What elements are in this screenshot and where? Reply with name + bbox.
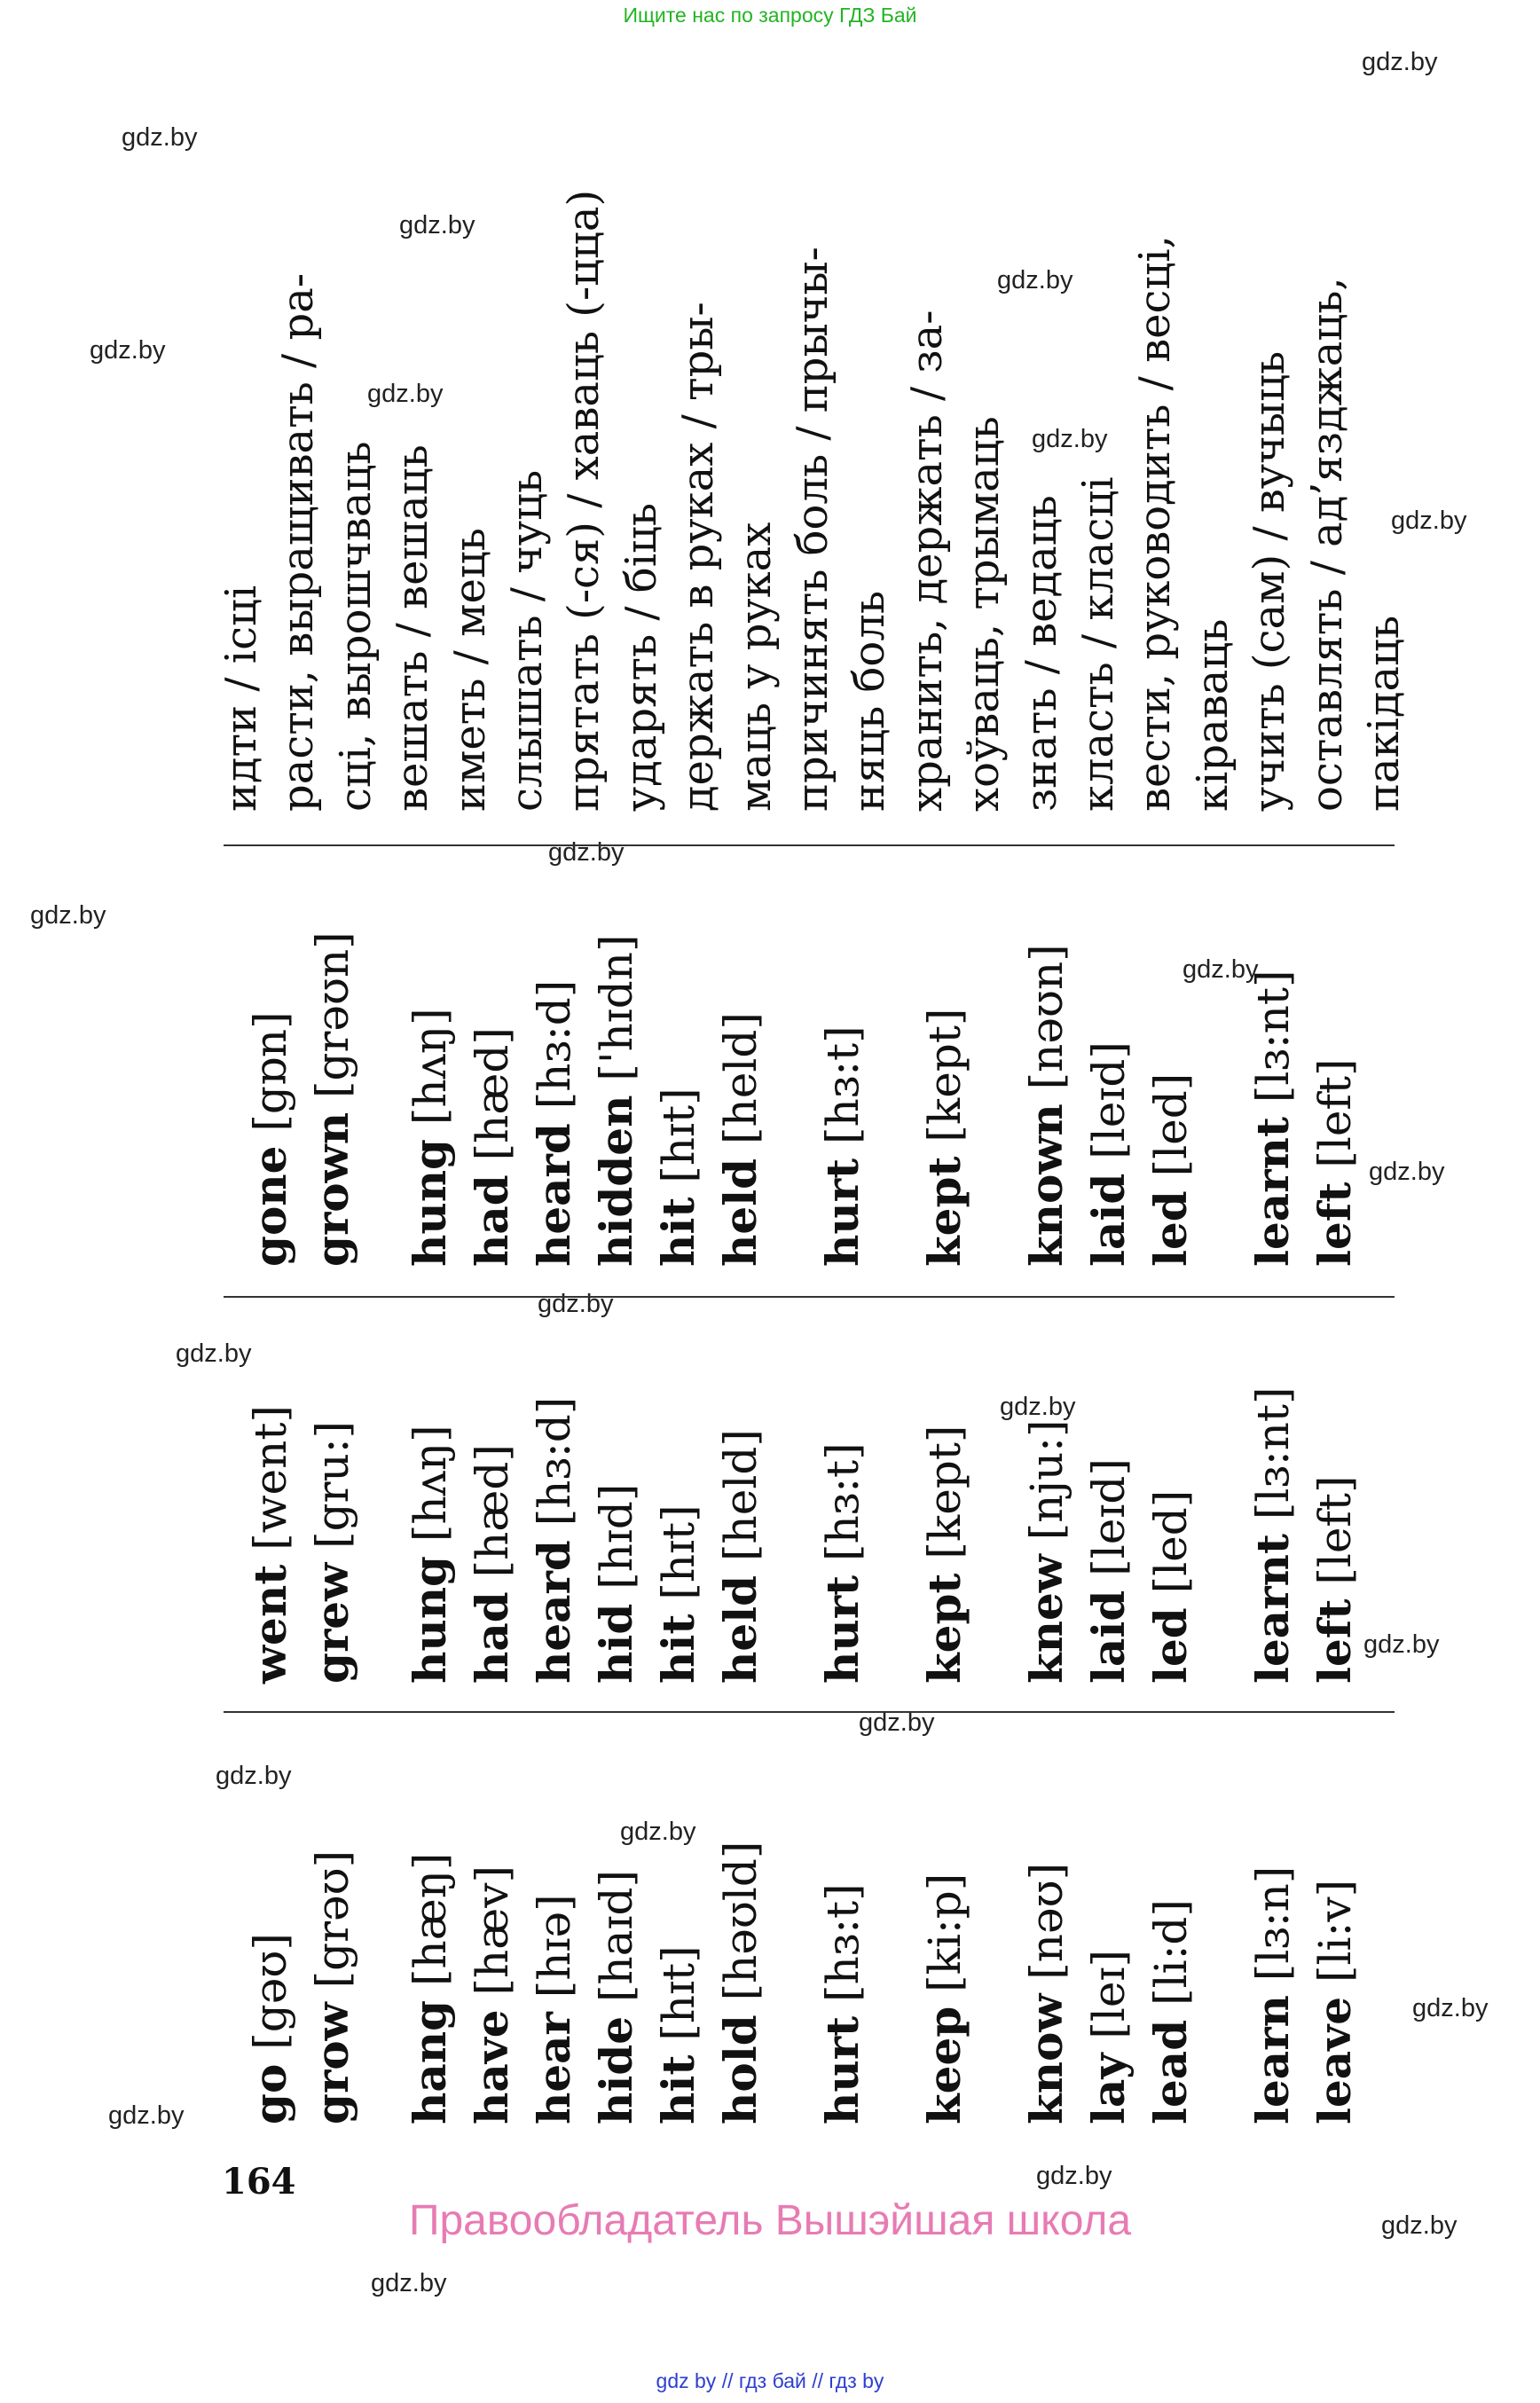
watermark: gdz.by <box>548 838 625 867</box>
past-participle-transcription: [hɜ:t] <box>817 1025 868 1144</box>
base-form-row <box>244 1933 296 2124</box>
past-simple-row <box>918 1425 970 1684</box>
base-form-word: hear <box>528 2012 580 2124</box>
past-participle-row <box>652 1088 704 1267</box>
past-participle-row <box>244 1011 296 1267</box>
base-form-word: lay <box>1082 2053 1135 2124</box>
base-form-transcription: [haɪd] <box>591 1869 642 2002</box>
base-form-word: hold <box>714 2014 766 2124</box>
base-form-word: learn <box>1246 1995 1299 2124</box>
past-participle-transcription: [leɪd] <box>1083 1041 1135 1159</box>
past-simple-transcription: [nju:] <box>1021 1419 1072 1541</box>
watermark: gdz.by <box>859 1708 935 1737</box>
base-form-transcription: [ki:p] <box>919 1873 970 1992</box>
past-participle-row <box>1144 1072 1197 1267</box>
watermark: gdz.by <box>90 336 166 365</box>
translation-line: расти, выращивать / ра- <box>273 272 324 812</box>
past-participle-row <box>590 934 642 1267</box>
base-form-transcription: [grəʊ] <box>307 1849 358 1989</box>
past-simple-word: hurt <box>816 1575 868 1684</box>
base-form-transcription: [nəʊ] <box>1021 1862 1072 1980</box>
watermark: gdz.by <box>1362 48 1438 76</box>
translation-line: пакідаць <box>1359 615 1409 812</box>
base-form-row <box>714 1841 766 2124</box>
table-rule <box>224 1711 1395 1713</box>
past-participle-transcription: [grəʊn] <box>307 931 358 1099</box>
past-participle-row <box>816 1025 868 1267</box>
translation-line: идти / ісці <box>216 585 266 812</box>
past-participle-transcription: [hʌŋ] <box>405 1008 456 1126</box>
translation-line: знать / ведаць <box>1016 495 1066 812</box>
past-simple-word: heard <box>528 1540 580 1684</box>
past-simple-word: held <box>714 1575 766 1684</box>
base-form-transcription: [li:d] <box>1145 1899 1197 2006</box>
past-participle-word: kept <box>918 1156 970 1267</box>
watermark: gdz.by <box>1363 1630 1440 1659</box>
past-simple-word: learnt <box>1246 1534 1299 1684</box>
translation-line: маць у руках <box>730 522 781 812</box>
base-form-word: have <box>466 2009 518 2124</box>
past-simple-row <box>306 1420 358 1684</box>
watermark: gdz.by <box>1369 1158 1445 1186</box>
base-form-word: lead <box>1144 2019 1197 2124</box>
base-form-row <box>1246 1865 1299 2124</box>
past-simple-transcription: [hɜ:d] <box>529 1396 580 1527</box>
past-participle-word: hurt <box>816 1158 868 1267</box>
base-form-word: know <box>1020 1993 1072 2124</box>
base-form-row <box>590 1869 642 2124</box>
past-participle-row <box>918 1008 970 1267</box>
past-participle-row <box>404 1008 456 1267</box>
translation-line: няць боль <box>845 591 895 812</box>
past-participle-word: led <box>1144 1190 1197 1267</box>
past-participle-row <box>1246 970 1299 1268</box>
past-simple-transcription: [hɜ:t] <box>817 1442 868 1561</box>
past-participle-transcription: [hæd] <box>467 1027 518 1161</box>
translation-line: вешать / вешаць <box>388 444 438 812</box>
past-participle-row <box>466 1027 518 1267</box>
watermark: gdz.by <box>216 1762 292 1790</box>
base-form-word: go <box>244 2063 296 2124</box>
watermark: gdz.by <box>367 380 444 408</box>
watermark: gdz.by <box>108 2101 185 2130</box>
past-simple-row <box>714 1429 766 1684</box>
past-simple-transcription: [hɪt] <box>653 1504 704 1600</box>
past-participle-transcription: [nəʊn] <box>1021 944 1072 1090</box>
past-participle-row <box>528 979 580 1267</box>
base-form-row <box>306 1849 358 2124</box>
past-simple-word: hid <box>590 1603 642 1684</box>
footer-links: gdz by // гдз бай // гдз by <box>656 2369 884 2392</box>
base-form-row <box>1144 1899 1197 2124</box>
past-participle-word: hit <box>652 1197 704 1267</box>
base-form-transcription: [lɜ:n] <box>1247 1865 1299 1982</box>
watermark: gdz.by <box>1412 1994 1489 2022</box>
watermark: gdz.by <box>1036 2162 1112 2190</box>
base-form-transcription: [hæŋ] <box>405 1852 456 1987</box>
base-form-transcription: [leɪ] <box>1083 1950 1135 2039</box>
base-form-row <box>404 1852 456 2124</box>
base-form-transcription: [gəʊ] <box>245 1933 296 2050</box>
past-simple-transcription: [leɪd] <box>1083 1458 1135 1576</box>
base-form-word: grow <box>306 2002 358 2124</box>
past-simple-word: went <box>244 1564 296 1684</box>
base-form-word: hang <box>404 1999 456 2124</box>
base-form-transcription: [hɪə] <box>529 1894 580 1999</box>
base-form-word: leave <box>1308 1996 1361 2124</box>
translation-line: вести, руководить / весці, <box>1130 235 1181 812</box>
past-simple-word: kept <box>918 1573 970 1684</box>
past-simple-transcription: [kept] <box>919 1425 970 1559</box>
watermark: gdz.by <box>122 123 198 152</box>
past-simple-row <box>1144 1489 1197 1684</box>
past-participle-word: hung <box>404 1138 456 1267</box>
past-participle-transcription: [left] <box>1309 1058 1361 1168</box>
watermark: gdz.by <box>30 901 106 930</box>
past-participle-word: gone <box>244 1145 296 1267</box>
translation-line: оставлять / ад’язджаць, <box>1301 277 1352 812</box>
past-simple-transcription: [left] <box>1309 1475 1361 1585</box>
past-participle-row <box>1020 944 1072 1267</box>
translation-line: слышать / чуць <box>502 469 552 812</box>
translation-line: ударять / біць <box>616 502 666 812</box>
translation-line: причинять боль / прычы- <box>788 247 837 812</box>
past-simple-transcription: [hɪd] <box>591 1483 642 1590</box>
past-simple-row <box>816 1442 868 1684</box>
past-simple-word: hung <box>404 1555 456 1684</box>
past-simple-transcription: [lɜ:nt] <box>1247 1386 1299 1520</box>
past-participle-word: heard <box>528 1123 580 1267</box>
table-rule <box>224 844 1395 846</box>
base-form-transcription: [hæv] <box>467 1865 518 1996</box>
past-simple-word: left <box>1308 1598 1361 1684</box>
translation-line: хоўваць, трымаць <box>959 416 1010 812</box>
past-simple-row <box>652 1504 704 1684</box>
past-simple-word: led <box>1144 1607 1197 1684</box>
copyright-notice: Правообладатель Вышэйшая школа <box>408 2197 1132 2244</box>
watermark: gdz.by <box>997 266 1073 294</box>
base-form-row <box>528 1894 580 2124</box>
past-participle-transcription: [gɒn] <box>245 1011 296 1132</box>
watermark: gdz.by <box>620 1818 696 1846</box>
past-participle-row <box>714 1012 766 1267</box>
past-simple-row <box>1246 1386 1299 1684</box>
past-participle-word: had <box>466 1174 518 1267</box>
translation-line: держать в руках / тры- <box>673 302 724 812</box>
base-form-row <box>652 1945 704 2124</box>
past-simple-row <box>1082 1458 1135 1684</box>
translation-line: иметь / мець <box>444 528 495 812</box>
base-form-word: hide <box>590 2015 642 2124</box>
past-participle-transcription: [led] <box>1145 1072 1197 1177</box>
past-participle-word: left <box>1308 1182 1361 1267</box>
base-form-row <box>1308 1879 1361 2124</box>
past-participle-row <box>1308 1058 1361 1267</box>
top-banner: Ищите нас по запросу ГДЗ Бай <box>623 4 917 27</box>
past-participle-transcription: [held] <box>715 1012 766 1144</box>
base-form-transcription: [hɜ:t] <box>817 1883 868 2002</box>
past-participle-transcription: [hɪt] <box>653 1088 704 1183</box>
page-number: 164 <box>222 2161 296 2203</box>
past-simple-row <box>404 1425 456 1684</box>
past-simple-word: laid <box>1082 1590 1135 1684</box>
watermark: gdz.by <box>1032 425 1108 453</box>
past-participle-word: known <box>1020 1103 1072 1267</box>
base-form-transcription: [hɪt] <box>653 1945 704 2041</box>
past-simple-transcription: [held] <box>715 1429 766 1561</box>
past-participle-transcription: ['hɪdn] <box>591 934 642 1081</box>
translation-line: прятать (-ся) / хаваць (-цца) <box>559 189 609 812</box>
base-form-row <box>816 1883 868 2124</box>
past-participle-word: held <box>714 1158 766 1267</box>
table-rule <box>224 1296 1395 1298</box>
past-simple-word: hit <box>652 1614 704 1684</box>
past-simple-row <box>528 1396 580 1684</box>
base-form-row <box>918 1873 970 2124</box>
base-form-word: hurt <box>816 2015 868 2124</box>
base-form-transcription: [li:v] <box>1309 1879 1361 1983</box>
past-simple-row <box>1020 1419 1072 1684</box>
past-simple-word: knew <box>1020 1554 1072 1684</box>
watermark: gdz.by <box>1182 955 1259 984</box>
watermark: gdz.by <box>1381 2211 1458 2240</box>
watermark: gdz.by <box>1391 507 1467 535</box>
past-participle-word: hidden <box>590 1095 642 1267</box>
base-form-row <box>1082 1950 1135 2124</box>
base-form-word: keep <box>918 2006 970 2124</box>
watermark: gdz.by <box>371 2269 447 2297</box>
watermark: gdz.by <box>176 1339 252 1368</box>
past-participle-word: grown <box>306 1111 358 1267</box>
past-participle-row <box>1082 1041 1135 1267</box>
past-participle-transcription: [lɜ:nt] <box>1247 970 1299 1103</box>
watermark: gdz.by <box>1000 1393 1076 1421</box>
base-form-word: hit <box>652 2054 704 2124</box>
translation-line: кіраваць <box>1187 618 1238 812</box>
translation-line: класть / класці <box>1073 476 1123 812</box>
past-participle-transcription: [hɜ:d] <box>529 979 580 1110</box>
past-simple-word: had <box>466 1591 518 1684</box>
past-simple-row <box>244 1405 296 1684</box>
past-participle-row <box>306 931 358 1267</box>
past-participle-word: learnt <box>1246 1117 1299 1267</box>
past-simple-word: grew <box>306 1562 358 1684</box>
past-simple-transcription: [went] <box>245 1405 296 1551</box>
translation-line: хранить, держать / за- <box>901 310 952 812</box>
past-simple-row <box>590 1483 642 1684</box>
past-participle-transcription: [kept] <box>919 1008 970 1143</box>
watermark: gdz.by <box>399 211 475 240</box>
past-simple-transcription: [led] <box>1145 1489 1197 1594</box>
past-simple-row <box>466 1444 518 1684</box>
past-simple-transcription: [hæd] <box>467 1444 518 1578</box>
watermark: gdz.by <box>538 1290 614 1318</box>
translation-line: сці, вырошчваць <box>330 441 381 812</box>
base-form-row <box>466 1865 518 2124</box>
base-form-row <box>1020 1862 1072 2124</box>
past-simple-transcription: [hʌŋ] <box>405 1425 456 1543</box>
past-simple-row <box>1308 1475 1361 1684</box>
past-simple-transcription: [gru:] <box>307 1420 358 1549</box>
base-form-transcription: [həʊld] <box>715 1841 766 2001</box>
past-participle-word: laid <box>1082 1173 1135 1267</box>
translation-line: учить (сам) / вучыць <box>1245 350 1295 812</box>
